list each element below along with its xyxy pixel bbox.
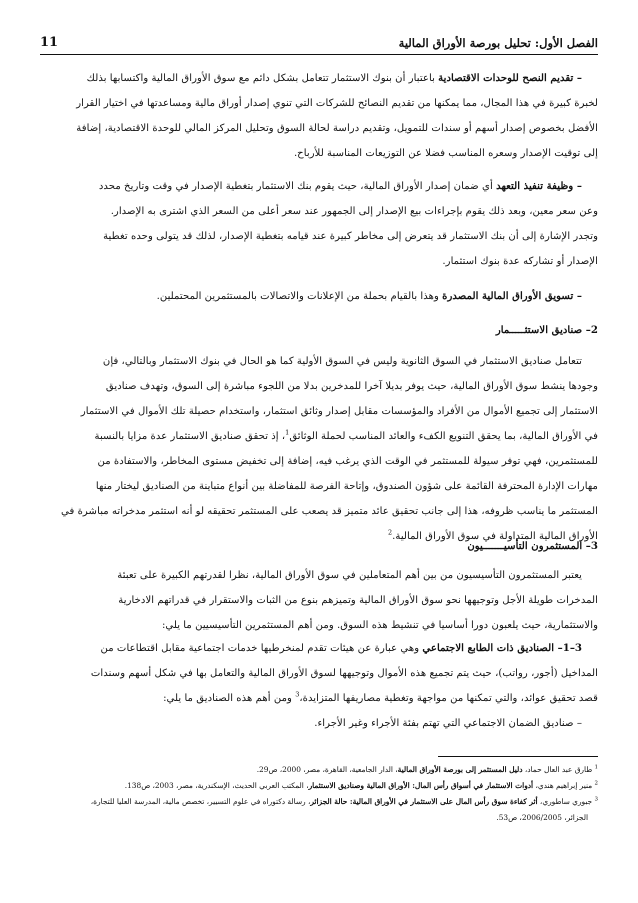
footnote-ref: 2 [388,528,393,537]
term-heading: – تقديم النصح للوحدات الاقتصادية [438,72,582,84]
term-heading: – تسويق الأوراق المالية المصدرة [442,290,582,302]
footnote-separator [438,756,598,757]
section-heading: 3– المستثمرون التأسيـــــــيون [467,540,598,552]
text-line: وجودها ينشط سوق الأوراق المالية، حيث يوفر بديلا آخرا للمدخرين بدلا من اللجوء مباشرة إلى السوق، وتهدف صناديق [105,381,598,392]
text-line: للمستثمرين، فهي توفر سيولة للمستثمر في الوقت الذي يرغب فيه، إضافة إلى تخفيض مستوى المخاطر، والاستفادة من [97,456,598,467]
text-line: الاستثمار إلى تجميع الأموال من الأفراد والمؤسسات مقابل إصدار وثائق استثمار، واستخدام حصيلة تلك الأموال في الاستثمار [80,406,598,417]
footnote-ref: 3 [295,690,300,699]
text-line: الأفضل بخصوص إصدار أسهم أو سندات للتمويل، وتقديم دراسة لحالة السوق وتحليل المركز المالي للوحدة الاقتصادية، إضافة [76,123,598,134]
text-line: مهارات الإدارة المحترفة القائمة على شؤون الصندوق، وإتاحة الفرصة للمفاضلة بين أنواع متباينة من الصناديق ليختار منها [95,481,598,492]
footnote-2: $^2$ منير إبراهيم هندي، أدوات الاستثمار في أسواق رأس المال: الأوراق المالية وصناديق الاستثمار، المكتب العربي الحديث، الإسكندرية، مصر، 2003، ص138. [124,780,598,790]
footnote-1: $^1$ طارق عبد العال حماد، دليل المستثمر إلى بورصة الأوراق المالية، الدار الجامعية، القاهرة، مصر، 2000، ص29. [256,764,598,774]
footnote-3-continued: الجزائر، 2006/2005، ص53. [496,813,588,822]
text-line: المداخيل (أجور، رواتب)، حيث يتم تجميع هذه الأموال وتوجيهها لسوق الأوراق المالية والتعامل بها في شكل أسهم وسندات [90,668,598,679]
section-institutional-investors [40,534,598,638]
chapter-title: الفصل الأول: تحليل بورصة الأوراق المالية [398,36,598,50]
text-line: – صناديق الضمان الاجتماعي التي تهتم بفئة الأجراء وغير الأجراء. [314,718,582,729]
text-line: لخبرة كبيرة في هذا المجال، مما يمكنها من تقديم النصائح للشركات التي تنوي إصدار أوراق مالية ومساعدتها في اختيار القرار [76,98,598,109]
text-line: تتعامل صناديق الاستثمار في السوق الثانوية وليس في السوق الأولية كما هو الحال في بنوك الاستثمار وبالتالي، فإن [102,356,582,367]
footnote-3: $^3$ جبوري ساطوري، أثر كفاءة سوق رأس المال على الاستثمار في الأوراق المالية: حالة الجزائر، رسالة دكتوراه في علوم التسيير، تخصص مالية، المدرسة العليا للتجارة، [90,796,598,806]
paragraph-advisory [40,66,598,166]
term-heading: 3–1– الصناديق ذات الطابع الاجتماعي [422,642,582,654]
text-line: – تقديم النصح للوحدات الاقتصادية باعتبار أن بنوك الاستثمار تتعامل بشكل دائم مع سوق الأوراق المالية واكتسابها بذلك [86,72,582,84]
text-line: إلى توقيت الإصدار وسعره المناسب فضلا عن التوزيعات المناسبة للأرباح. [293,148,598,159]
text-line: وتجدر الإشارة إلى أن بنك الاستثمار قد يتعرض إلى مخاطر كبيرة عند قيامه بتغطية الإصدار، لذلك قد يتولى وحده تغطية [103,231,598,242]
text-line: قصد تحقيق عوائد، والتي تمكنها من مواجهة وتغطية مصاريفها المتزايدة،$^3$ ومن أهم هذه الصناديق ما يلي: [163,690,598,704]
paragraph-underwriting [40,174,598,274]
term-heading: – وظيفة تنفيذ التعهد [496,180,582,192]
section-investment-funds [40,318,598,549]
section-heading: 2– صناديق الاستثـــــمار [495,324,598,336]
text-line: المستثمر ما يناسب ظروفه، هذا إلى جانب تحقيق عائد متميز قد يصعب على المستثمر تحقيقه لو أنه استثمر مدخراته مباشرة في [61,506,598,517]
text-line: – تسويق الأوراق المالية المصدرة وهذا بالقيام بحملة من الإعلانات والاتصالات بالمستثمرين المحتملين. [156,290,582,302]
text-line: الإصدار أو تشاركه عدة بنوك استثمار. [442,256,598,267]
paragraph-marketing [40,284,598,309]
footnote-ref: 1 [285,428,290,437]
text-line: الأوراق المالية المتداولة في سوق الأوراق المالية.$^2$ [388,528,598,542]
text-line: 3–1– الصناديق ذات الطابع الاجتماعي وهي عبارة عن هيئات تقدم لمنخرطيها خدمات اجتماعية مقابل اقتطاعات من [100,642,582,654]
subsection-social-funds [40,636,598,736]
text-line: والاستثمارية، حيث يلعبون دورا أساسيا في تنشيط هذه السوق. ومن أهم المستثمرين التأسيسيين ما يلي: [161,620,598,631]
text-line: المدخرات طويلة الأجل وتوجيهها نحو سوق الأوراق المالية وتميزهم بنوع من الثبات والاستقرار في قدراتهم الادخارية [118,595,598,606]
text-line: يعتبر المستثمرون التأسيسيون من بين أهم المتعاملين في سوق الأوراق المالية، نظرا لقدرتهم الكبيرة على تعبئة [117,570,582,581]
text-line: في الأوراق المالية، بما يحقق التنويع الكفء والعائد المناسب لحملة الوثائق$^1$، إذ تحقق صناديق الاستثمار عدة مزايا بالنسبة [94,428,598,442]
page-number: 11 [40,35,59,50]
text-line: – وظيفة تنفيذ التعهد أي ضمان إصدار الأوراق المالية، حيث يقوم بنك الاستثمار بتغطية الإصدار في وقت وتاريخ محدد [98,180,582,192]
footnotes [40,762,598,826]
text-line: وعن سعر معين، وبعد ذلك يقوم بإجراءات بيع الإصدار إلى الجمهور عند سعر أعلى من السعر الذي اشترى به الإصدار. [110,206,598,217]
page-header [40,36,598,55]
